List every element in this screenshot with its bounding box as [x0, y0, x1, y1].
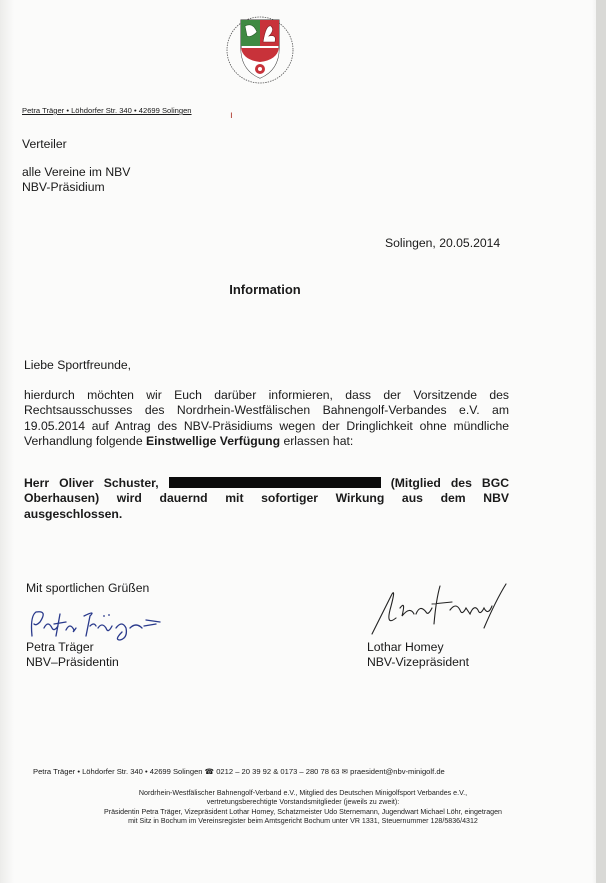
- signatory-2-role: NBV-Vizepräsident: [367, 655, 470, 669]
- body-line: [24, 434, 509, 449]
- decision-paragraph: [24, 476, 509, 522]
- body-line: Rechtsausschusses des Nordrhein-Westfälischen Bahnengolf-Verbandes e.V. am: [24, 403, 509, 418]
- footer-line: Präsidentin Petra Träger, Vizepräsident Lothar Homey, Schatzmeister Udo Sternemann, Jugendwart Michael Löhr, eingetragen: [104, 808, 502, 816]
- footer-line: Nordrhein-Westfälischer Bahnengolf-Verband e.V., Mitglied des Deutschen Minigolfsport Verbandes e.V.,: [138, 789, 468, 797]
- injunction-term: Einstwellige Verfügung: [145, 433, 281, 448]
- recipient-board: NBV-Präsidium: [22, 180, 105, 194]
- body-text: erlassen hat:: [280, 433, 354, 448]
- decision-line: Oberhausen) wird dauernd mit sofortiger Wirkung aus dem NBV: [24, 491, 509, 506]
- decision-text: (Mitglied des BGC: [390, 476, 510, 490]
- body-line: 19.05.2014 auf Antrag des NBV-Präsidiums wegen der Dringlichkeit ohne mündliche: [24, 418, 509, 433]
- closing-phrase: Mit sportlichen Grüßen: [26, 581, 150, 595]
- scan-edge: [596, 0, 606, 883]
- signatory-2-name: Lothar Homey: [367, 640, 444, 654]
- letter-date: Solingen, 20.05.2014: [385, 236, 501, 250]
- greeting: Liebe Sportfreunde,: [24, 358, 132, 372]
- decision-text: Herr Oliver Schuster,: [24, 476, 159, 490]
- sender-line: Petra Träger • Löhdorfer Str. 340 • 42699 Solingen: [22, 106, 192, 115]
- decision-line: ausgeschlossen.: [24, 506, 123, 521]
- signature-lothar-homey: [366, 580, 526, 648]
- redaction-bar: [169, 477, 381, 488]
- stray-mark: ı: [230, 110, 233, 121]
- recipient-distribution: Verteiler: [22, 137, 67, 151]
- signatory-1-role: NBV–Präsidentin: [26, 655, 119, 669]
- footer-contact: Petra Träger • Löhdorfer Str. 340 • 42699 Solingen ☎ 0212 – 20 39 92 & 0173 – 280 78 63 ✉ praesident@nbv-minigolf.de: [33, 767, 445, 776]
- body-line: hierdurch möchten wir Euch darüber informieren, dass der Vorsitzende des: [24, 388, 509, 402]
- signatory-1-name: Petra Träger: [26, 640, 94, 654]
- footer-line: vertretungsberechtigte Vorstandsmitglieder (jeweils zu zweit):: [206, 798, 400, 806]
- nrw-crest-logo: [219, 12, 301, 84]
- letter-title: Information: [229, 282, 301, 297]
- footer-line: mit Sitz in Bochum im Vereinsregister beim Amtsgericht Bochum unter VR 1331, Steuernummer 128/5836/4312: [128, 817, 478, 825]
- body-text: Verhandlung folgende: [24, 433, 146, 448]
- recipient-clubs: alle Vereine im NBV: [22, 165, 131, 179]
- decision-line: [24, 476, 509, 491]
- body-paragraph: [24, 388, 509, 449]
